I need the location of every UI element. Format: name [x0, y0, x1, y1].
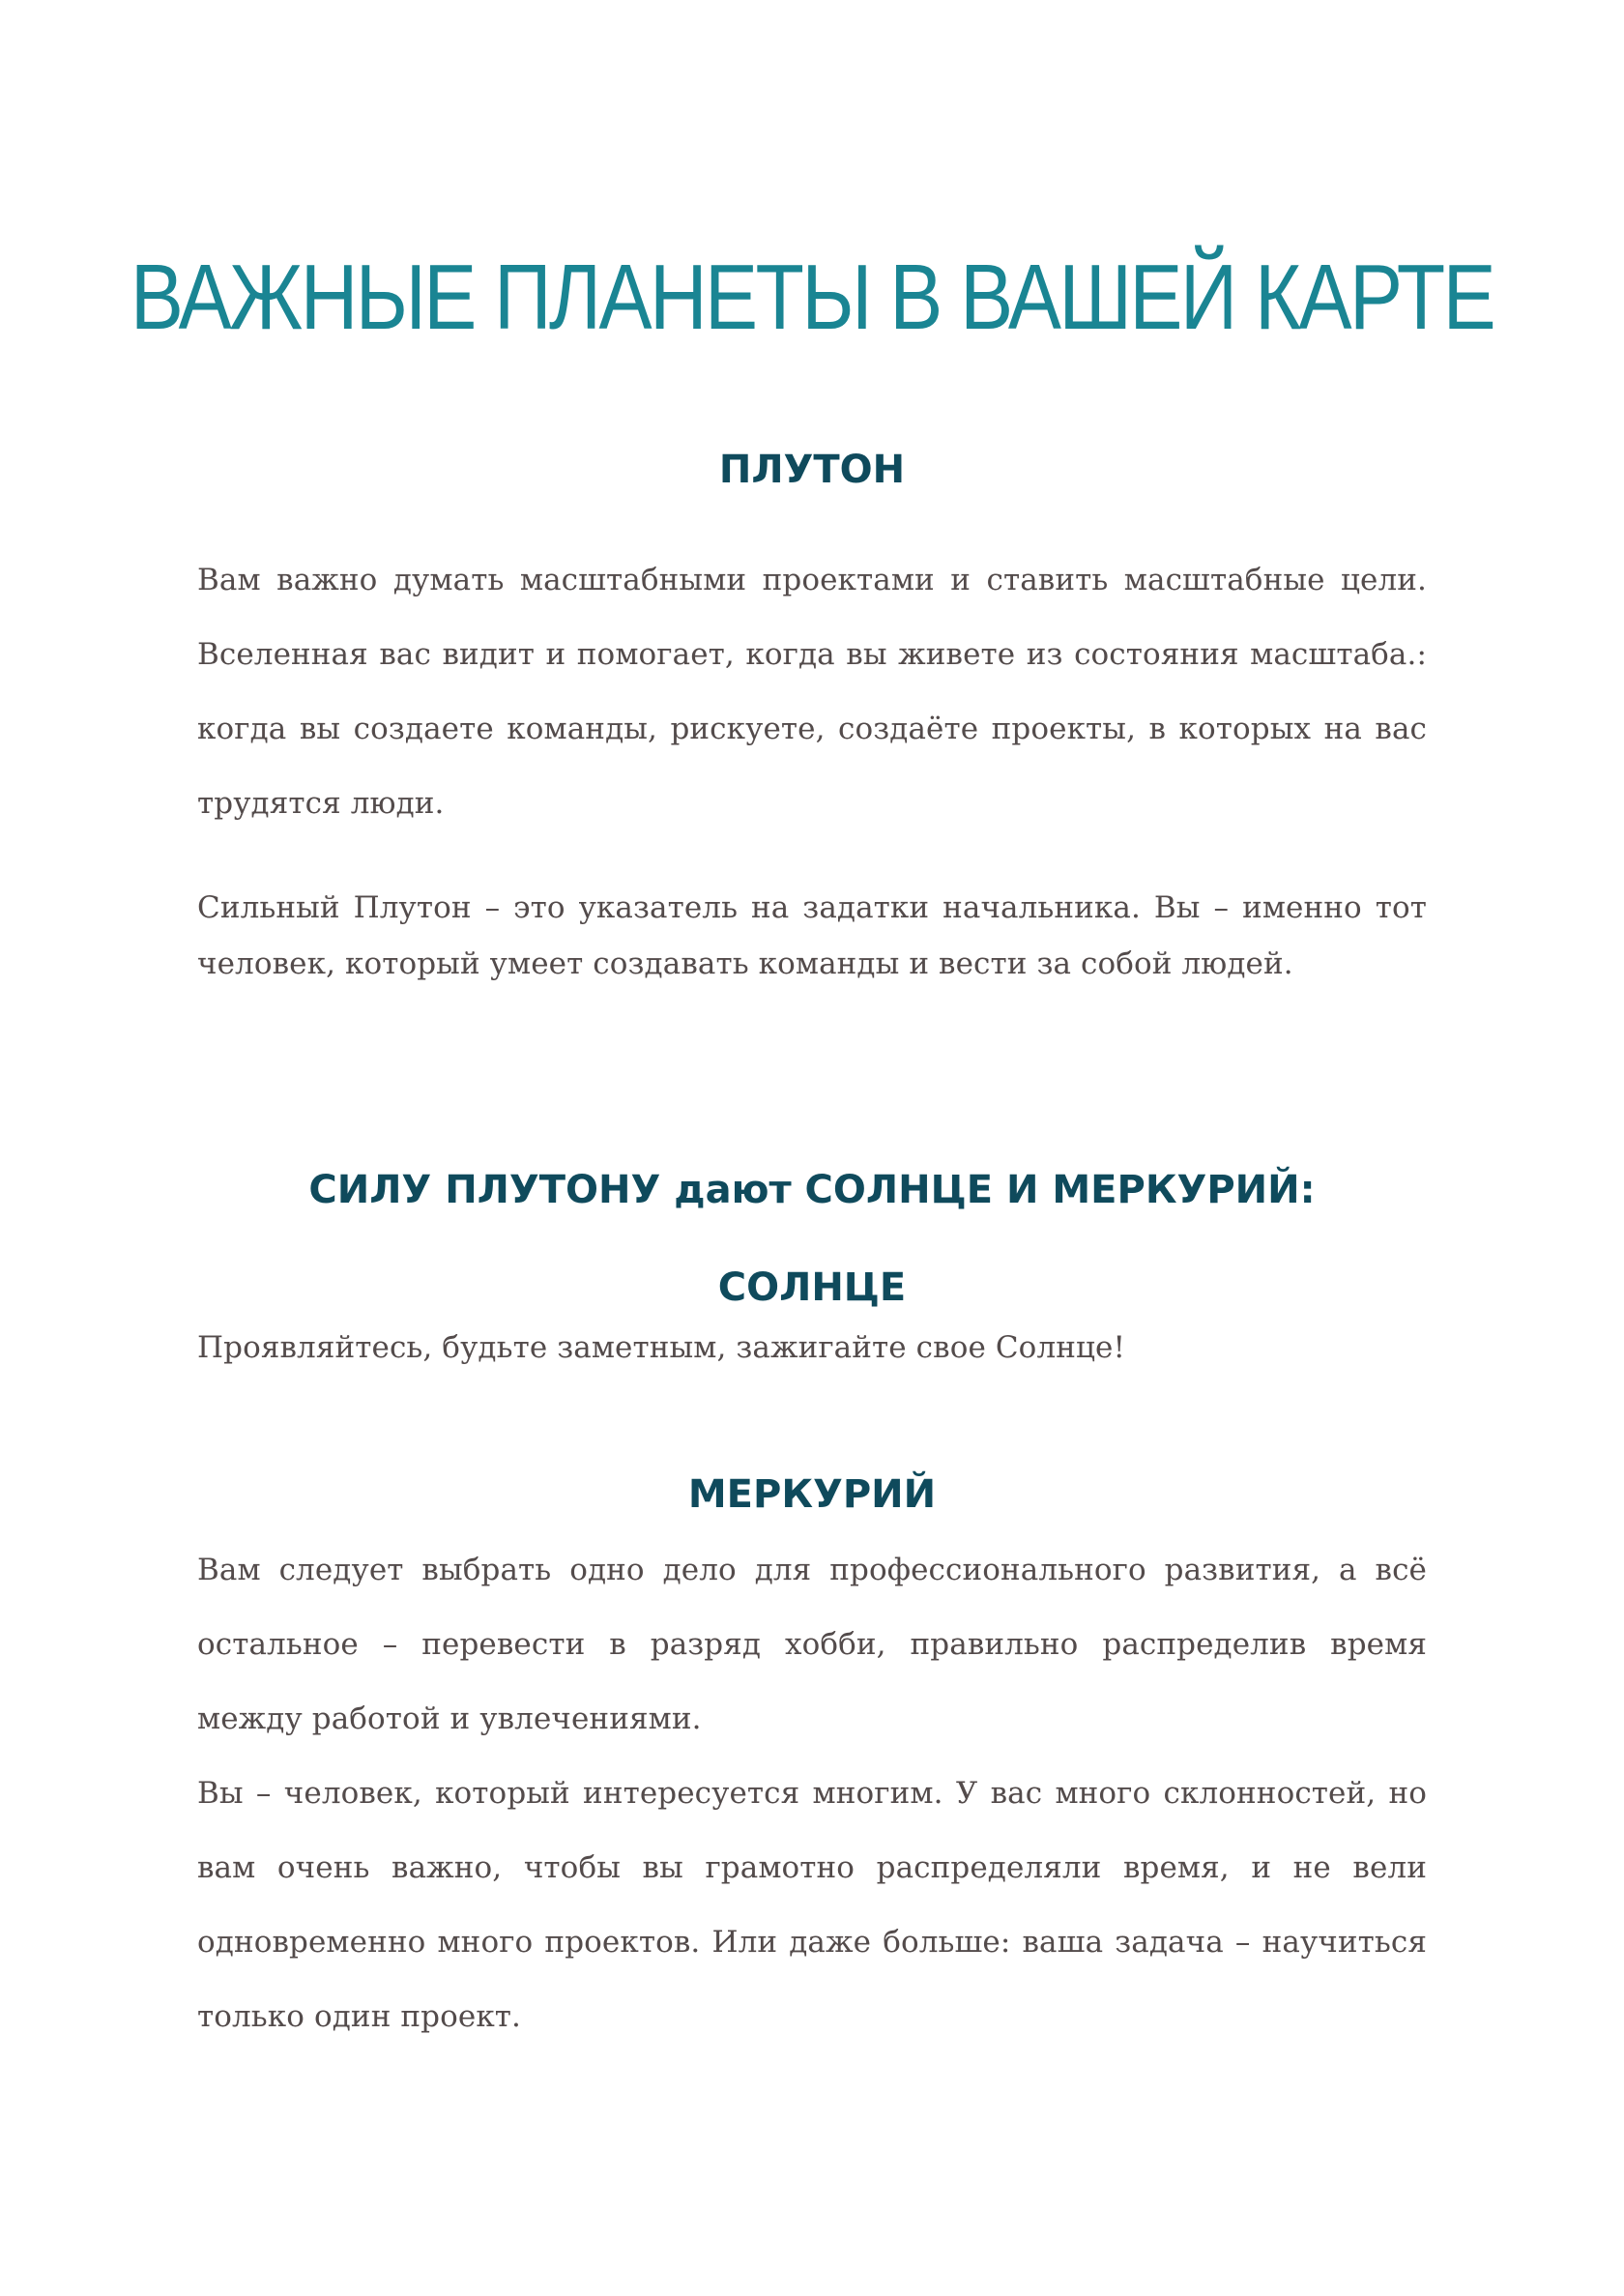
text-line: трудятся люди. [197, 786, 445, 821]
sun-heading: СОЛНЦЕ [717, 1265, 907, 1310]
text-line: Проявляйтесь, будьте заметным, зажигайте свое Солнце! [197, 1330, 1126, 1365]
text-line: остальное – перевести в разряд хобби, правильно распределив время [197, 1627, 1427, 1662]
text-line: Вы – человек, который интересуется многим. У вас много склонностей, но [197, 1776, 1427, 1811]
mercury-heading: МЕРКУРИЙ [687, 1472, 937, 1517]
text-line: когда вы создаете команды, рискуете, создаёте проекты, в которых на вас [197, 712, 1427, 746]
text-line: Вам следует выбрать одно дело для профессионального развития, а всё [197, 1553, 1427, 1587]
strength-heading: СИЛУ ПЛУТОНУ дают СОЛНЦЕ И МЕРКУРИЙ: [308, 1168, 1316, 1212]
mercury-paragraph-2 [197, 1757, 1427, 2054]
page-title: ВАЖНЫЕ ПЛАНЕТЫ В ВАШЕЙ КАРТЕ [130, 246, 1494, 349]
text-line: Сильный Плутон – это указатель на задатки начальника. Вы – именно тот [197, 890, 1427, 925]
pluto-heading: ПЛУТОН [718, 448, 906, 492]
sun-paragraph [197, 1321, 1427, 1375]
pluto-paragraph-1 [197, 543, 1427, 841]
text-line: одновременно много проектов. Или даже больше: ваша задача – научиться [197, 1925, 1427, 1960]
text-line: вам очень важно, чтобы вы грамотно распределяли время, и не вели [197, 1850, 1427, 1885]
mercury-paragraph-1 [197, 1533, 1427, 1757]
text-line: Вселенная вас видит и помогает, когда вы живете из состояния масштаба.: [197, 637, 1427, 672]
pluto-paragraph-2 [197, 880, 1427, 992]
text-line: только один проект. [197, 1999, 521, 2034]
text-line: Вам важно думать масштабными проектами и ставить масштабные цели. [197, 563, 1427, 597]
text-line: между работой и увлечениями. [197, 1701, 702, 1736]
text-line: человек, который умеет создавать команды и вести за собой людей. [197, 946, 1293, 981]
